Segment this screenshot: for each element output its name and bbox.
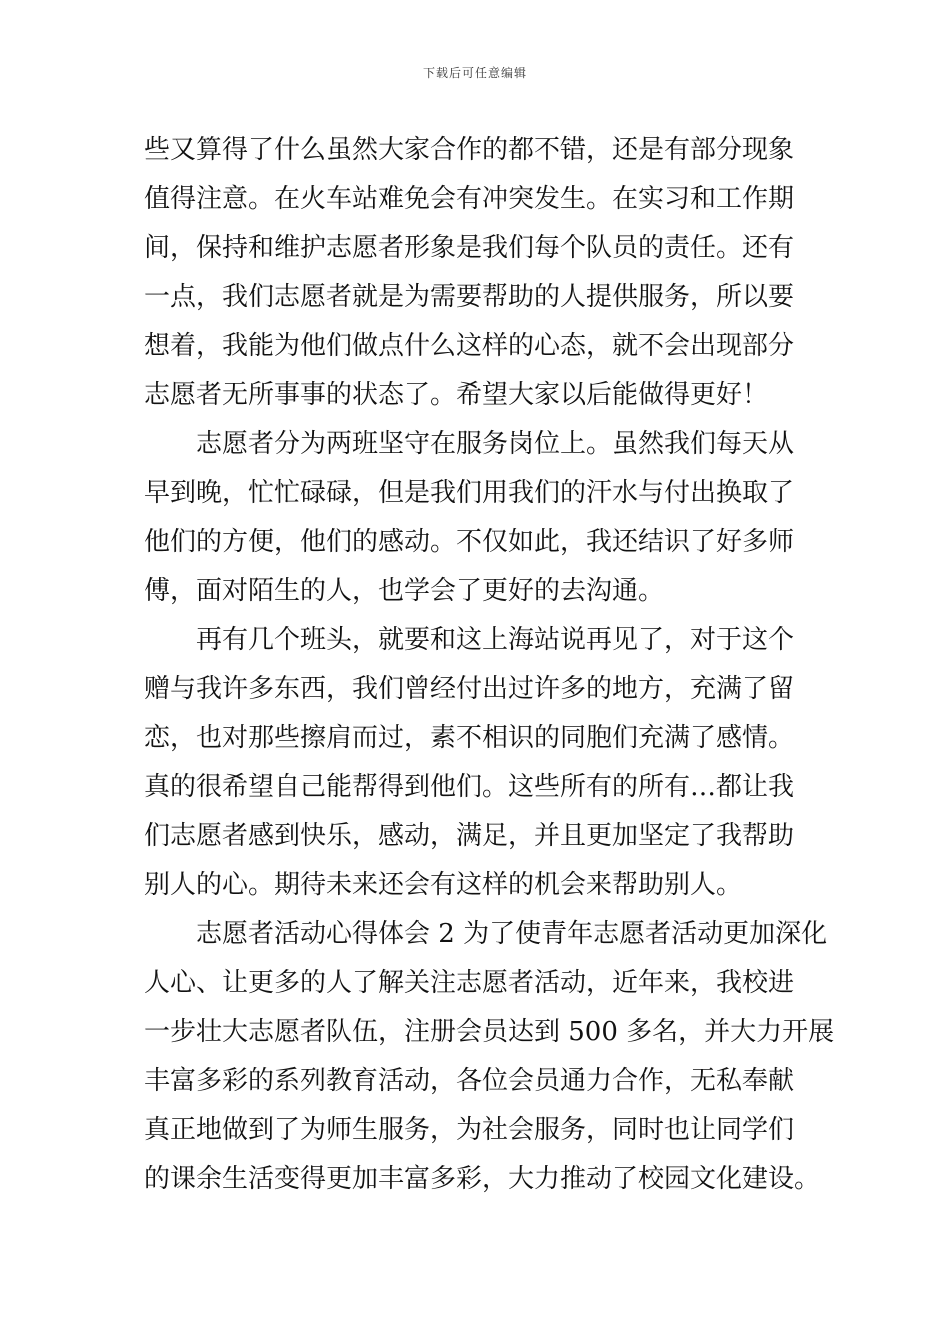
paragraph-first-line: 再有几个班头，就要和这上海站说再见了，对于这个 [196,625,795,655]
page-header: 下载后可任意编辑 [422,66,527,80]
text-line: 们志愿者感到快乐，感动，满足，并且更加坚定了我帮助 [144,821,795,851]
text-line: 早到晚，忙忙碌碌，但是我们用我们的汗水与付出换取了 [144,478,795,508]
text-line: 赠与我许多东西，我们曾经付出过许多的地方，充满了留 [144,674,795,704]
text-line: 想着，我能为他们做点什么这样的心态，就不会出现部分 [144,331,795,361]
text-line: 一点，我们志愿者就是为需要帮助的人提供服务，所以要 [144,282,795,312]
text-line: 一步壮大志愿者队伍，注册会员达到 500 多名，并大力开展 [144,1017,835,1047]
text-line: 间，保持和维护志愿者形象是我们每个队员的责任。还有 [144,233,795,263]
text-line: 他们的方便，他们的感动。不仅如此，我还结识了好多师 [144,527,795,557]
paragraph-first-line: 志愿者分为两班坚守在服务岗位上。虽然我们每天从 [196,429,795,459]
text-line: 些又算得了什么虽然大家合作的都不错，还是有部分现象 [144,135,795,165]
text-line: 真正地做到了为师生服务，为社会服务，同时也让同学们 [144,1115,795,1145]
text-line: 人心、让更多的人了解关注志愿者活动，近年来，我校进 [144,968,795,998]
text-line: 傅，面对陌生的人，也学会了更好的去沟通。 [144,576,665,606]
text-line: 丰富多彩的系列教育活动，各位会员通力合作，无私奉献 [144,1066,795,1096]
text-line: 的课余生活变得更加丰富多彩，大力推动了校园文化建设。 [144,1164,821,1194]
text-line: 志愿者无所事事的状态了。希望大家以后能做得更好！ [144,380,769,410]
document-body [144,126,835,1204]
text-line: 恋，也对那些擦肩而过，素不相识的同胞们充满了感情。 [144,723,795,753]
paragraph-first-line: 志愿者活动心得体会 2 为了使青年志愿者活动更加深化 [196,919,828,949]
text-line: 值得注意。在火车站难免会有冲突发生。在实习和工作期 [144,184,795,214]
text-line: 真的很希望自己能帮得到他们。这些所有的所有…都让我 [144,772,795,802]
text-line: 别人的心。期待未来还会有这样的机会来帮助别人。 [144,870,743,900]
